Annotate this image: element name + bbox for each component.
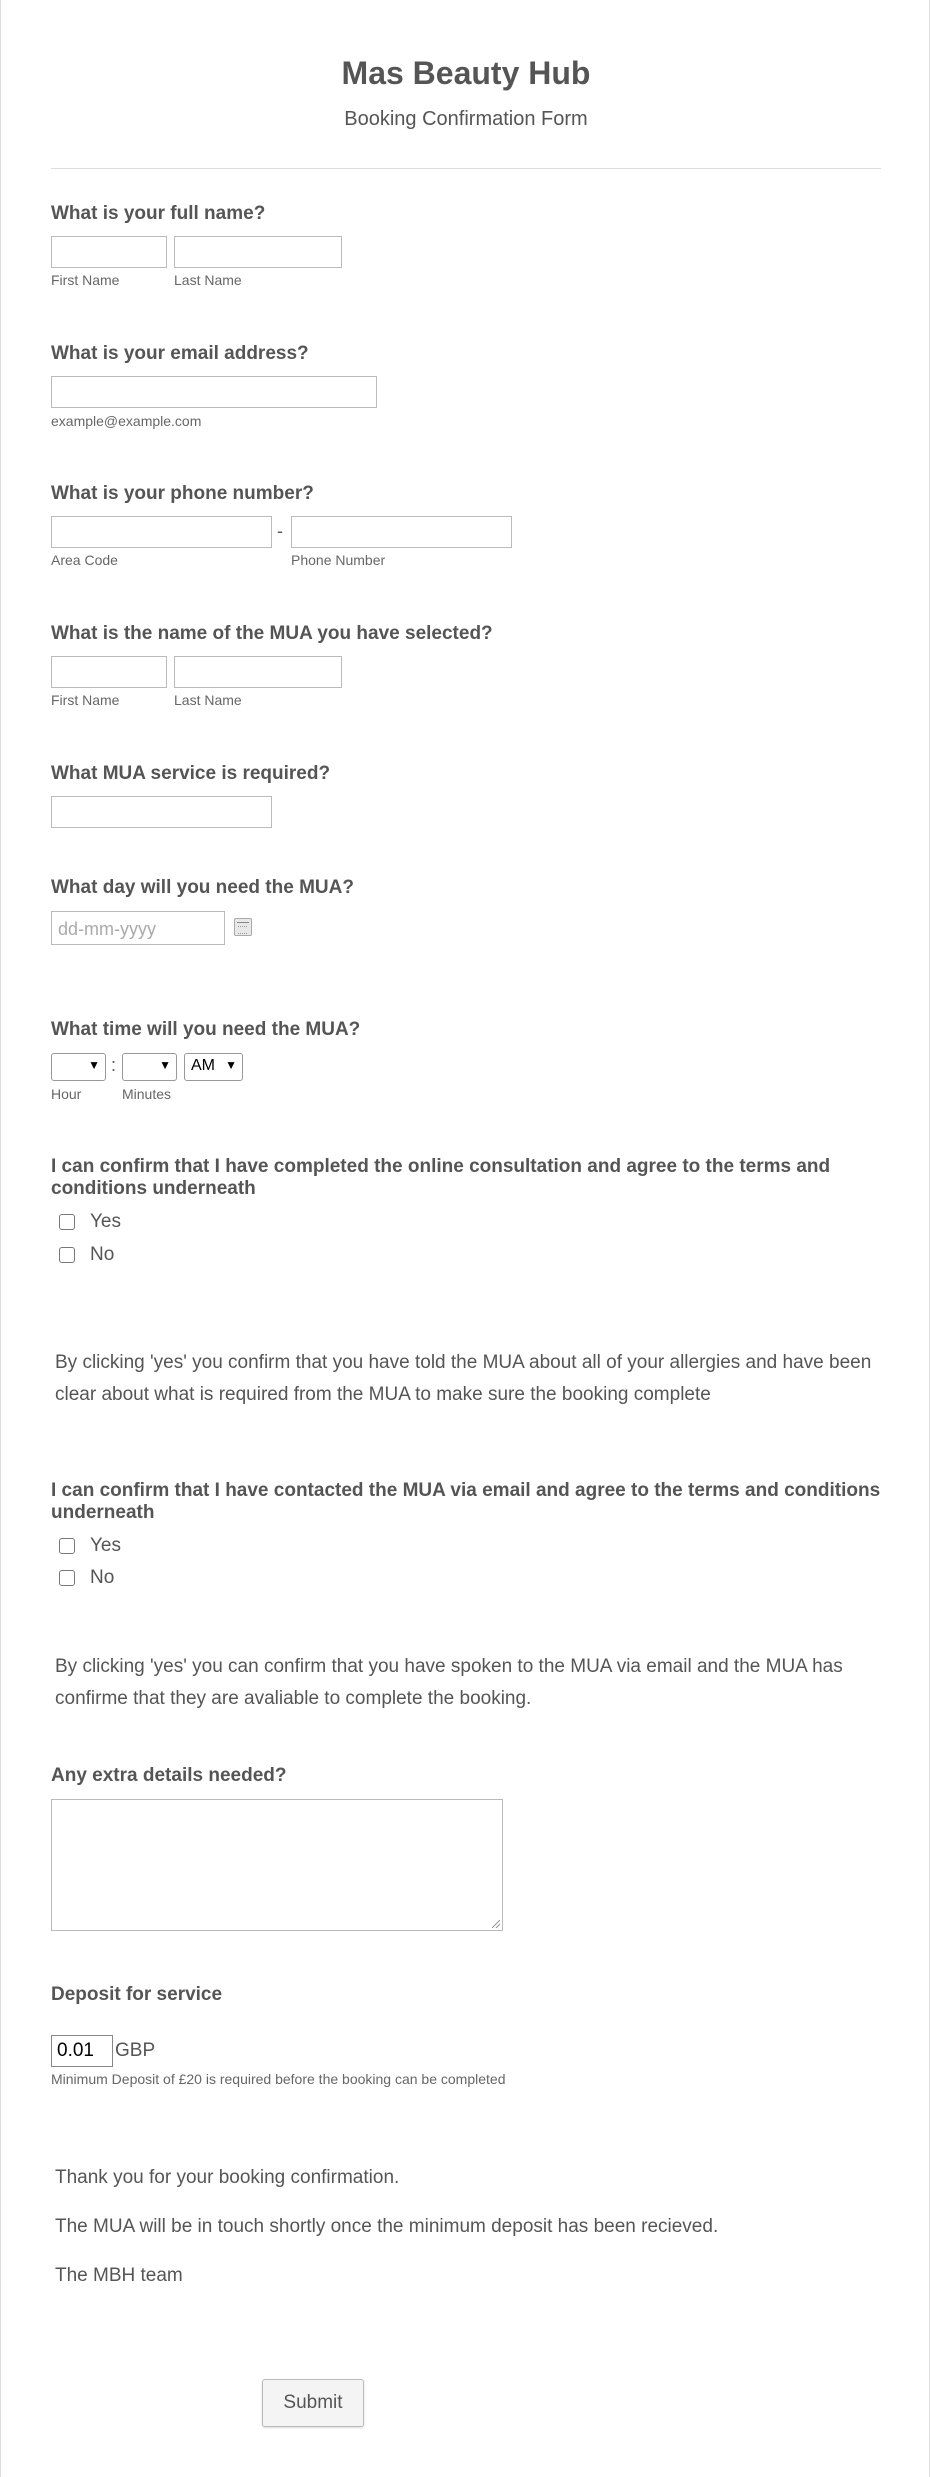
mua-first-name-label: First Name bbox=[51, 692, 120, 708]
chevron-down-icon: ▼ bbox=[88, 1058, 100, 1072]
form-title: Mas Beauty Hub bbox=[341, 55, 591, 91]
time-separator: : bbox=[111, 1055, 117, 1075]
last-name-input[interactable] bbox=[174, 236, 342, 268]
deposit-currency: GBP bbox=[115, 2040, 156, 2061]
consultation-yes-label[interactable]: Yes bbox=[90, 1211, 121, 1232]
area-code-label: Area Code bbox=[51, 552, 118, 568]
minutes-select[interactable] bbox=[122, 1053, 177, 1081]
phone-separator: - bbox=[277, 521, 283, 541]
area-code-input[interactable] bbox=[51, 516, 272, 548]
mua-last-name-input[interactable] bbox=[174, 656, 342, 688]
submit-button[interactable]: Submit bbox=[262, 2379, 364, 2427]
ampm-select[interactable] bbox=[184, 1053, 243, 1081]
consultation-no-label[interactable]: No bbox=[90, 1244, 115, 1265]
deposit-hint: Minimum Deposit of £20 is required before the booking can be completed bbox=[51, 2071, 506, 2087]
contact-note: By clicking 'yes' you can confirm that you have spoken to the MUA via email and the MUA has confirme that they are avaliable to complete the booking. bbox=[55, 1656, 843, 1709]
header-divider bbox=[51, 168, 881, 169]
form-subtitle: Booking Confirmation Form bbox=[344, 108, 588, 130]
contact-yes-label[interactable]: Yes bbox=[90, 1535, 121, 1556]
deposit-question: Deposit for service bbox=[51, 1984, 223, 2005]
service-input[interactable] bbox=[51, 796, 272, 828]
first-name-label: First Name bbox=[51, 272, 120, 288]
date-input[interactable]: dd-mm-yyyy bbox=[51, 911, 225, 945]
consultation-yes-checkbox[interactable] bbox=[59, 1214, 75, 1230]
contact-question: I can confirm that I have contacted the MUA via email and agree to the terms and conditions underneath bbox=[51, 1480, 881, 1523]
full-name-question: What is your full name? bbox=[51, 203, 266, 224]
contact-no-checkbox[interactable] bbox=[59, 1570, 75, 1586]
deposit-input[interactable]: 0.01 bbox=[51, 2035, 113, 2067]
calendar-icon[interactable] bbox=[234, 918, 252, 936]
consultation-question: I can confirm that I have completed the online consultation and agree to the terms and conditions underneath bbox=[51, 1156, 831, 1199]
hour-label: Hour bbox=[51, 1086, 82, 1102]
day-question: What day will you need the MUA? bbox=[51, 877, 354, 898]
email-question: What is your email address? bbox=[51, 343, 309, 364]
last-name-label: Last Name bbox=[174, 272, 242, 288]
extra-details-question: Any extra details needed? bbox=[51, 1765, 287, 1786]
thanks-line-3: The MBH team bbox=[55, 2265, 183, 2286]
first-name-input[interactable] bbox=[51, 236, 167, 268]
email-hint: example@example.com bbox=[51, 413, 202, 429]
chevron-down-icon: ▼ bbox=[159, 1058, 171, 1072]
consultation-no-checkbox[interactable] bbox=[59, 1247, 75, 1263]
service-question: What MUA service is required? bbox=[51, 763, 331, 784]
time-question: What time will you need the MUA? bbox=[51, 1019, 361, 1040]
hour-select[interactable] bbox=[51, 1053, 106, 1081]
mua-name-question: What is the name of the MUA you have selected? bbox=[51, 623, 493, 644]
contact-no-label[interactable]: No bbox=[90, 1567, 115, 1588]
phone-number-label: Phone Number bbox=[291, 552, 386, 568]
contact-yes-checkbox[interactable] bbox=[59, 1538, 75, 1554]
phone-question: What is your phone number? bbox=[51, 483, 314, 504]
resize-grip-icon[interactable] bbox=[492, 1920, 500, 1928]
chevron-down-icon: ▼ bbox=[225, 1058, 237, 1072]
extra-details-textarea[interactable] bbox=[51, 1799, 503, 1931]
thanks-line-2: The MUA will be in touch shortly once the minimum deposit has been recieved. bbox=[55, 2216, 719, 2237]
consultation-note: By clicking 'yes' you confirm that you have told the MUA about all of your allergies and have been clear about what is required from the MUA to make sure the booking complete bbox=[55, 1352, 872, 1405]
email-input[interactable] bbox=[51, 376, 377, 408]
phone-number-input[interactable] bbox=[291, 516, 512, 548]
ampm-value: AM bbox=[191, 1057, 215, 1074]
mua-first-name-input[interactable] bbox=[51, 656, 167, 688]
thanks-line-1: Thank you for your booking confirmation. bbox=[55, 2167, 400, 2188]
minutes-label: Minutes bbox=[122, 1086, 172, 1102]
mua-last-name-label: Last Name bbox=[174, 692, 242, 708]
